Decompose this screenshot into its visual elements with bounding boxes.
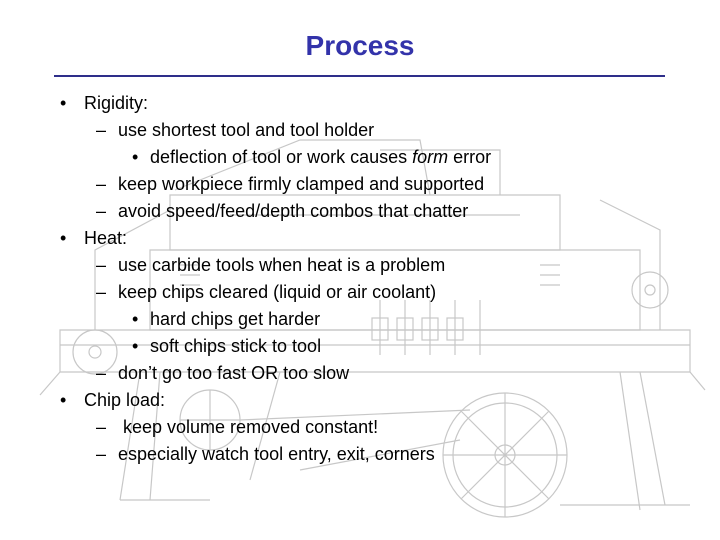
bullet-item <box>96 441 435 468</box>
bullet-text: use carbide tools when heat is a problem <box>118 255 446 275</box>
bullet-text: Rigidity: <box>84 93 149 113</box>
bullet-item <box>96 198 468 225</box>
bullet-item <box>132 144 491 171</box>
bullet-marker: • <box>60 228 67 248</box>
bullet-text: keep chips cleared (liquid or air coolant) <box>118 282 437 302</box>
bullet-marker: • <box>132 309 139 329</box>
bullet-text: especially watch tool entry, exit, corners <box>118 444 435 464</box>
bullet-text: use shortest tool and tool holder <box>118 120 375 140</box>
bullet-text: Heat: <box>84 228 128 248</box>
bullet-text: don’t go too fast OR too slow <box>118 363 350 383</box>
dash-marker: – <box>96 255 107 275</box>
bullet-item <box>96 117 374 144</box>
bullet-marker: • <box>60 93 67 113</box>
bullet-item <box>96 360 349 387</box>
bullet-item <box>96 171 484 198</box>
bullet-text-after: error <box>448 147 492 167</box>
bullet-text: hard chips get harder <box>150 309 321 329</box>
bullet-item <box>96 414 378 441</box>
bullet-marker: • <box>132 147 139 167</box>
bullet-text: Chip load: <box>84 390 166 410</box>
bullet-text: keep workpiece firmly clamped and supported <box>118 174 485 194</box>
bullet-marker: • <box>60 390 67 410</box>
dash-marker: – <box>96 120 107 140</box>
dash-marker: – <box>96 201 107 221</box>
slide-title: Process <box>305 30 415 61</box>
bullet-text: avoid speed/feed/depth combos that chatter <box>118 201 469 221</box>
bullet-item <box>60 90 148 117</box>
title-underline <box>54 75 665 77</box>
dash-marker: – <box>96 363 107 383</box>
bullet-item <box>132 333 321 360</box>
bullet-marker: • <box>132 336 139 356</box>
bullet-text: keep volume removed constant! <box>118 417 379 437</box>
bullet-text-before: deflection of tool or work causes <box>150 147 413 167</box>
bullet-text: soft chips stick to tool <box>150 336 322 356</box>
bullet-item <box>60 225 127 252</box>
bullet-item <box>60 387 165 414</box>
dash-marker: – <box>96 174 107 194</box>
dash-marker: – <box>96 444 107 464</box>
bullet-text-emphasis: form <box>412 147 449 167</box>
dash-marker: – <box>96 417 107 437</box>
bullet-item <box>96 279 436 306</box>
dash-marker: – <box>96 282 107 302</box>
bullet-item <box>96 252 445 279</box>
bullet-item <box>132 306 320 333</box>
